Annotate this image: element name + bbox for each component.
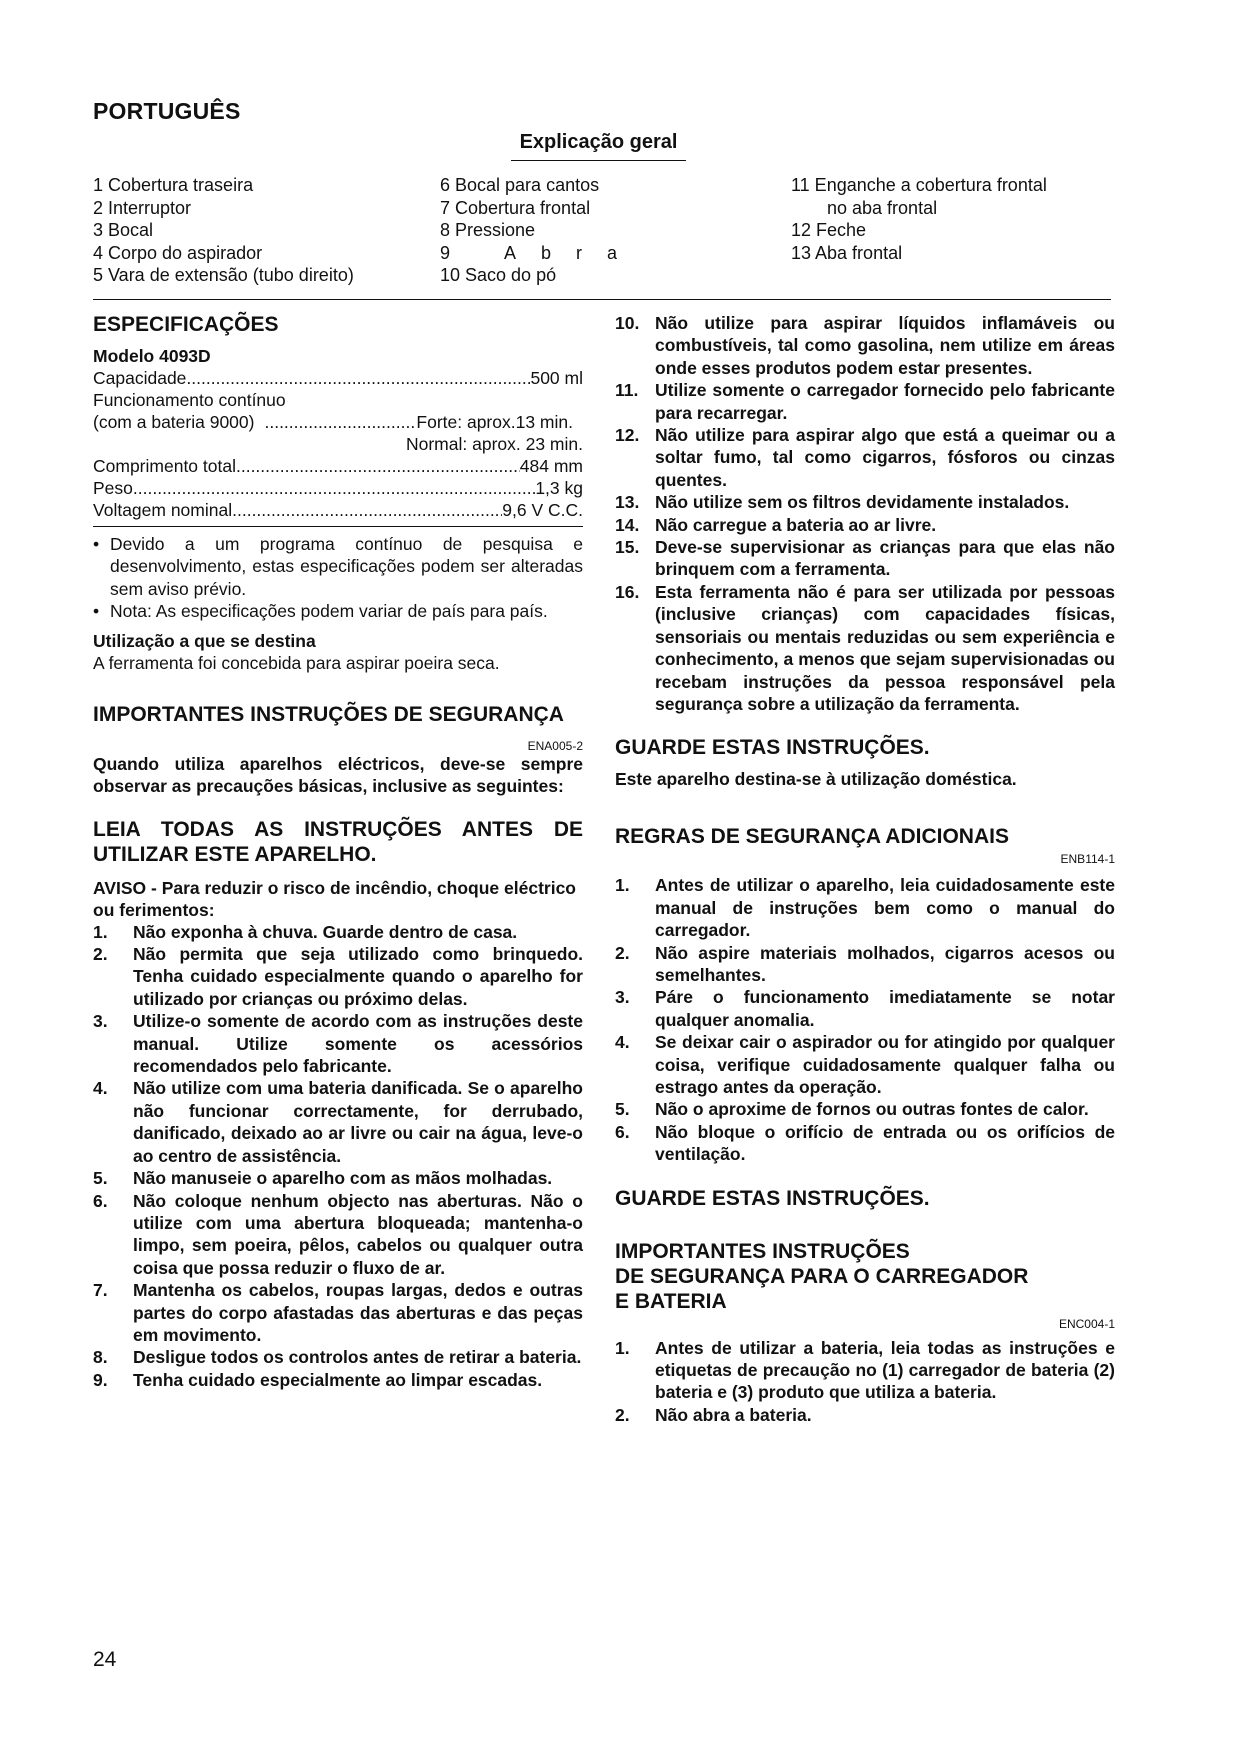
section-title: Explicação geral: [511, 131, 686, 161]
doc-code: ENB114-1: [1060, 852, 1115, 867]
leader-dots: [232, 499, 502, 521]
safety-heading: IMPORTANTES INSTRUÇÕES DE SEGURANÇA: [93, 702, 564, 726]
leader-dots: [236, 455, 520, 477]
spec-value: Normal: aprox. 23 min.: [405, 434, 583, 454]
spec-length: [93, 455, 583, 477]
part-item-continued: no aba frontal: [827, 197, 938, 218]
additional-rules-list: [615, 874, 1115, 1165]
list-item: 7. Mantenha os cabelos, roupas largas, dedos e outras partes do corpo afastadas das aberturas e das peças em movimento.: [93, 1280, 583, 1345]
list-item: 1. Antes de utilizar a bateria, leia todas as instruções e etiquetas de precaução no (1) carregador de bateria (2) bateria e (3) produto que utiliza a bateria.: [615, 1337, 1115, 1403]
spec-value: 1,3 kg: [535, 478, 583, 498]
part-item: 11 Enganche a cobertura frontal: [791, 175, 1047, 195]
parts-list-col2: [440, 174, 642, 287]
part-item: 3 Bocal: [93, 220, 154, 241]
specs-heading: ESPECIFICAÇÕES: [93, 313, 279, 336]
charger-list: [615, 1337, 1115, 1427]
right-column: [615, 312, 1115, 1426]
household-note: Este aparelho destina-se à utilização doméstica.: [615, 769, 1017, 790]
doc-code: ENA005-2: [527, 738, 583, 753]
part-item: 8 Pressione: [440, 220, 536, 241]
list-item: 15. Deve-se supervisionar as crianças para que elas não brinquem com a ferramenta.: [615, 537, 1115, 580]
read-all-heading: LEIA TODAS AS INSTRUÇÕES ANTES DE UTILIZAR ESTE APARELHO.: [93, 817, 583, 866]
leader-dots: [133, 477, 535, 499]
spec-capacity: [93, 367, 583, 389]
save-instructions-heading: GUARDE ESTAS INSTRUÇÕES.: [615, 1186, 930, 1210]
list-item: 4. Não utilize com uma bateria danificada. Se o aparelho não funcionar correctamente, for derrubado, danificado, deixado ao ar livre ou cair na água, leve-o ao centro de assistência.: [93, 1078, 583, 1166]
charger-heading-line3: E BATERIA: [615, 1289, 727, 1313]
additional-rules-heading: REGRAS DE SEGURANÇA ADICIONAIS: [615, 825, 1009, 849]
safety-list: [93, 921, 583, 1392]
list-item: 12. Não utilize para aspirar algo que está a queimar ou a soltar fumo, tal como cigarros, fósforos ou cinzas quentes.: [615, 425, 1115, 490]
parts-list-col1: [93, 174, 354, 287]
spec-note: • Devido a um programa contínuo de pesquisa e desenvolvimento, estas especificações podem ser alteradas sem aviso prévio.: [93, 533, 583, 600]
charger-heading-line2: DE SEGURANÇA PARA O CARREGADOR: [615, 1264, 1029, 1288]
doc-code: ENC004-1: [1058, 1316, 1115, 1331]
spec-value: 500 ml: [530, 368, 583, 388]
intended-use-title: Utilização a que se destina: [93, 630, 316, 651]
list-item: 10. Não utilize para aspirar líquidos inflamáveis ou combustíveis, tal como gasolina, nem utilize em áreas onde esses produtos podem estar presentes.: [615, 313, 1115, 378]
part-item: 12 Feche: [791, 220, 867, 241]
spec-value: 9,6 V C.C.: [502, 500, 583, 520]
list-item: 6. Não coloque nenhum objecto nas aberturas. Não o utilize com uma abertura bloqueada; mantenha-o limpo, sem poeira, pêlos, cabelos ou qualquer outra coisa que possa reduzir o fluxo de ar.: [93, 1190, 583, 1278]
spec-label: (com a bateria 9000): [93, 412, 255, 432]
list-item: 9. Tenha cuidado especialmente ao limpar escadas.: [93, 1369, 543, 1390]
spec-label: Peso: [93, 478, 133, 498]
spec-runtime: [93, 411, 583, 433]
list-item: 11. Utilize somente o carregador fornecido pelo fabricante para recarregar.: [615, 380, 1115, 423]
list-item: 1. Não exponha à chuva. Guarde dentro de casa.: [93, 921, 518, 942]
list-item: 1. Antes de utilizar o aparelho, leia cuidadosamente este manual de instruções bem como o manual do carregador.: [615, 875, 1115, 941]
save-instructions-heading: GUARDE ESTAS INSTRUÇÕES.: [615, 736, 930, 760]
list-item: 5. Não o aproxime de fornos ou outras fontes de calor.: [615, 1099, 1089, 1120]
list-item: 6. Não bloque o orifício de entrada ou os orifícios de ventilação.: [615, 1121, 1115, 1165]
part-item: 5 Vara de extensão (tubo direito): [93, 265, 354, 286]
page-number: 24: [93, 1648, 117, 1671]
list-item: 4. Se deixar cair o aspirador ou for atingido por qualquer coisa, verifique cuidadosamente qualquer falha ou estrago antes da operação.: [615, 1032, 1115, 1097]
charger-heading-line1: IMPORTANTES INSTRUÇÕES: [615, 1239, 910, 1263]
spec-note: • Nota: As especificações podem variar de país para país.: [93, 600, 583, 622]
spec-label: Funcionamento contínuo: [93, 390, 286, 410]
part-item: 10 Saco do pó: [440, 265, 557, 286]
spec-label: Voltagem nominal: [93, 500, 233, 520]
list-item: 3. Páre o funcionamento imediatamente se notar qualquer anomalia.: [615, 987, 1115, 1030]
divider: [93, 299, 1111, 300]
spec-label: Comprimento total: [93, 456, 236, 476]
part-item: 4 Corpo do aspirador: [93, 242, 263, 263]
list-item: 2. Não abra a bateria.: [615, 1404, 812, 1425]
parts-list-col3: [791, 174, 1047, 264]
list-item: 2. Não aspire materiais molhados, cigarros acesos ou semelhantes.: [615, 942, 1115, 985]
left-column: [93, 312, 583, 1391]
leader-dots: [186, 367, 530, 389]
safety-list-continued: [615, 312, 1115, 715]
language-heading: PORTUGUÊS: [93, 98, 241, 124]
divider: [93, 526, 583, 527]
list-item: 8. Desligue todos os controlos antes de retirar a bateria.: [93, 1347, 582, 1368]
warning-text: AVISO - Para reduzir o risco de incêndio, choque eléctrico ou ferimentos:: [93, 877, 576, 920]
part-item: 2 Interruptor: [93, 197, 192, 218]
leader-dots: [264, 411, 416, 433]
list-item: 16. Esta ferramenta não é para ser utilizada por pessoas (inclusive crianças) com capacidades físicas, sensoriais ou mentais reduzidas ou sem experiência e conhecimento, a menos que sejam supervisionadas ou recebam instruções da pessoa responsável pela segurança sobre a utilização da ferramenta.: [615, 581, 1115, 714]
intended-use-text: A ferramenta foi concebida para aspirar poeira seca.: [93, 652, 500, 673]
part-item: 9 Abra: [440, 242, 643, 263]
spec-voltage: [93, 499, 583, 521]
model-label: Modelo 4093D: [93, 346, 211, 366]
safety-intro: Quando utiliza aparelhos eléctricos, deve-se sempre observar as precauções básicas, inclusive as seguintes:: [93, 753, 583, 796]
part-item: 13 Aba frontal: [791, 242, 903, 263]
spec-value: Forte: aprox.13 min.: [416, 412, 573, 432]
spec-weight: [93, 477, 583, 499]
list-item: 14. Não carregue a bateria ao ar livre.: [615, 514, 937, 535]
part-item: 6 Bocal para cantos: [440, 175, 600, 195]
list-item: 5. Não manuseie o aparelho com as mãos molhadas.: [93, 1168, 553, 1189]
spec-label: Capacidade: [93, 368, 187, 388]
list-item: 3. Utilize-o somente de acordo com as instruções deste manual. Utilize somente os acessórios recomendados pelo fabricante.: [93, 1011, 583, 1077]
part-item: 1 Cobertura traseira: [93, 175, 254, 195]
spec-value: 484 mm: [519, 456, 583, 476]
list-item: 13. Não utilize sem os filtros devidamente instalados.: [615, 492, 1070, 513]
list-item: 2. Não permita que seja utilizado como brinquedo. Tenha cuidado especialmente quando o aparelho for utilizado por crianças ou próximo delas.: [93, 944, 583, 1009]
part-item: 7 Cobertura frontal: [440, 197, 591, 218]
